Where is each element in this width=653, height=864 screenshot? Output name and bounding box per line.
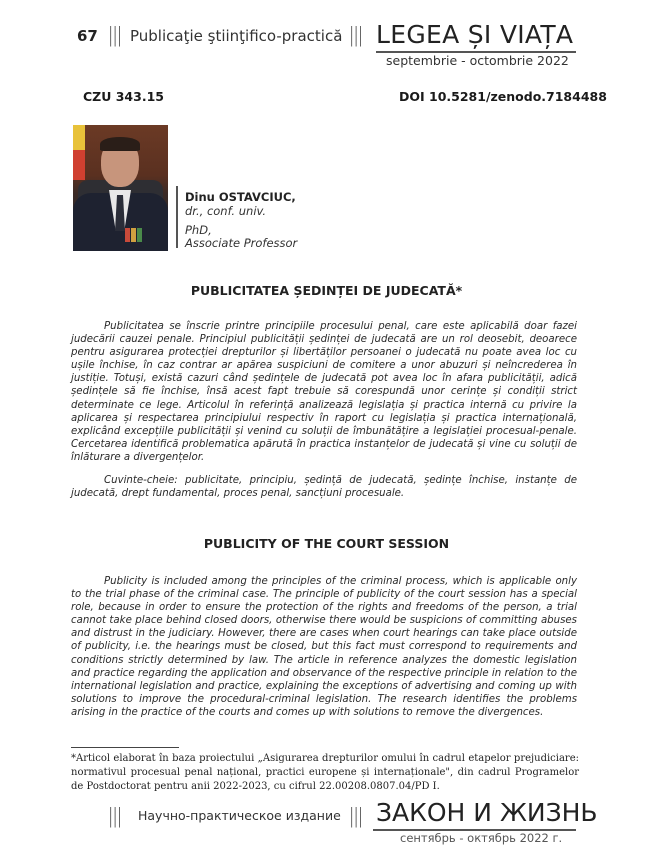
author-portrait-icon — [73, 125, 168, 251]
article-title-ro: PUBLICITATEA ȘEDINȚEI DE JUDECATĂ* — [190, 283, 463, 298]
author-divider — [176, 186, 178, 248]
footnote: *Articol elaborat în baza proiectului „Asigurarea drepturilor omului în cadrul etapelor prejudiciare: normativul procesual penal național, practici europene și internaționale", din cadrul Programelor de Postdoctorat pentru anii 2022-2023, cu cifrul 22.00208.0807.04/PD I. — [71, 753, 579, 792]
author-name: Dinu OSTAVCIUC, — [185, 190, 296, 204]
footer-issue-date: сентябрь - октябрь 2022 г. — [400, 831, 563, 845]
keywords-ro — [71, 474, 577, 500]
issue-date: septembrie - octombrie 2022 — [386, 53, 569, 68]
abstract-en-text: Publicity is included among the principles of the criminal process, which is applicable only to the trial phase of the criminal case. The principle of publicity of the court session has a special role, because in order to ensure the protection of the rights and freedoms of the person, a trial cannot take place behind closed doors, otherwise there would be suspicions of committing abuses and distrust in the judiciary. However, there are cases when court hearings can take place outside of publicity, i.e. the hearings must be closed, but this fact must correspond to requirements and conditions strictly determined by law. The article in reference analyzes the domestic legislation and practice regarding the application and observance of the respective principle in relation to the international legislation and practice, explaining the exceptions of advertising and coming up with solutions to improve the procedural-criminal legislation. The research identifies the problems arising in the practice of the courts and comes up with solutions to remove the divergences. — [71, 576, 577, 718]
doi-link[interactable]: DOI 10.5281/zenodo.7184488 — [399, 89, 607, 104]
abstract-ro — [71, 320, 577, 464]
header-separator-right: ||| — [349, 22, 363, 47]
header-publication-type: Publicaţie ştiinţifico-practică — [130, 27, 343, 45]
author-position-en: Associate Professor — [185, 236, 298, 250]
footer-publication-type: Научно-практическое издание — [138, 808, 341, 823]
czu-code: CZU 343.15 — [83, 89, 164, 104]
footer-separator-right: ||| — [349, 803, 363, 828]
author-degree-en: PhD, — [185, 223, 212, 237]
journal-title: LEGEA ȘI VIAȚA — [376, 20, 574, 49]
footer-journal-title: ЗАКОН И ЖИЗНЬ — [376, 798, 598, 827]
abstract-en — [71, 575, 577, 719]
author-degree-ro: dr., conf. univ. — [185, 204, 267, 218]
header-separator-left: ||| — [108, 22, 122, 47]
footer-separator-left: ||| — [108, 803, 122, 828]
abstract-ro-text: Publicitatea se înscrie printre principiile procesului penal, care este aplicabilă doar fazei judecării cauzei penale. Principiul publicității ședinței de judecată are un rol deosebit, deoarece pentru asigurarea protecției drepturilor și libertăților persoanei o judecată nu poate avea loc cu ușile închise, în caz contrar ar apărea suspiciuni de comitere a unor abuzuri și neîncrederea în justiție. Totuși, există cazuri când ședințele de judecată pot avea loc în afara publicității, adică ședințele să fie închise, însă acest fapt trebuie să corespundă unor cerințe și condiții strict determinate ce lege. Articolul în referință analizează legislația și practica internă cu privire la aplicarea și respectarea principiului respectiv în raport cu legislația și practica internațională, explicând excepțiile publicității și venind cu soluții de îmbunătățire a legislației procesual-penale. Cercetarea identifică problematica apărută în practica instanțelor de judecată și vine cu soluții de înlăturare a divergențelor. — [71, 321, 577, 463]
footnote-rule — [71, 747, 179, 748]
page-number: 67 — [77, 27, 98, 45]
keywords-ro-text: Cuvinte-cheie: publicitate, principiu, ședință de judecată, ședințe închise, instanțe de judecată, drept fundamental, proces penal, sancțiuni procesuale. — [71, 475, 577, 500]
article-title-en: PUBLICITY OF THE COURT SESSION — [203, 536, 450, 551]
